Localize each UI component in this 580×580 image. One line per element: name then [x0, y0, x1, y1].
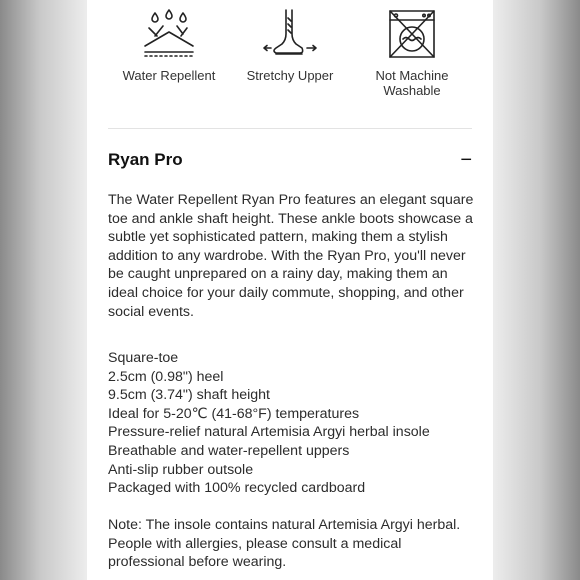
not-machine-washable-icon	[384, 8, 440, 60]
spec-item: 2.5cm (0.98") heel	[108, 368, 224, 385]
spec-item: Breathable and water-repellent uppers	[108, 442, 350, 459]
feature-label: Stretchy Upper	[246, 68, 334, 83]
spec-item: 9.5cm (3.74") shaft height	[108, 387, 270, 404]
feature-icons-row	[87, 8, 493, 108]
collapse-button[interactable]: −	[460, 149, 472, 171]
product-description: The Water Repellent Ryan Pro features an elegant square toe and ankle shaft height. These ankle boots showcase a subtle yet sophisticated pattern, making them a stylish addition to any wardrobe. With the Ryan Pro, you'll never be caught unprepared on a rainy day, making them an ideal choice for your daily commute, shopping, and other social events.	[108, 192, 474, 320]
section-title: Ryan Pro	[108, 150, 183, 169]
feature-stretchy-upper	[230, 8, 350, 83]
feature-water-repellent	[109, 8, 229, 83]
spec-item: Pressure-relief natural Artemisia Argyi herbal insole	[108, 424, 430, 441]
feature-label	[352, 68, 472, 98]
spec-item: Packaged with 100% recycled cardboard	[108, 480, 366, 497]
feature-label: Water Repellent	[122, 68, 216, 83]
stretchy-upper-icon	[262, 8, 318, 60]
feature-label-line: Washable	[383, 83, 441, 98]
feature-not-machine-washable	[352, 8, 472, 98]
accordion-header[interactable]	[108, 148, 472, 176]
water-repellent-icon	[141, 8, 197, 60]
spec-item: Ideal for 5-20℃ (41-68°F) temperatures	[108, 405, 360, 422]
spec-list	[108, 349, 474, 498]
allergy-note: Note: The insole contains natural Artemisia Argyi herbal. People with allergies, please consult a medical professional before wearing.	[108, 517, 461, 571]
spec-item: Anti-slip rubber outsole	[108, 461, 254, 478]
feature-label-line: Not Machine	[375, 68, 449, 83]
spec-item: Square-toe	[108, 350, 179, 366]
product-details-card	[87, 0, 493, 580]
divider	[108, 128, 472, 129]
